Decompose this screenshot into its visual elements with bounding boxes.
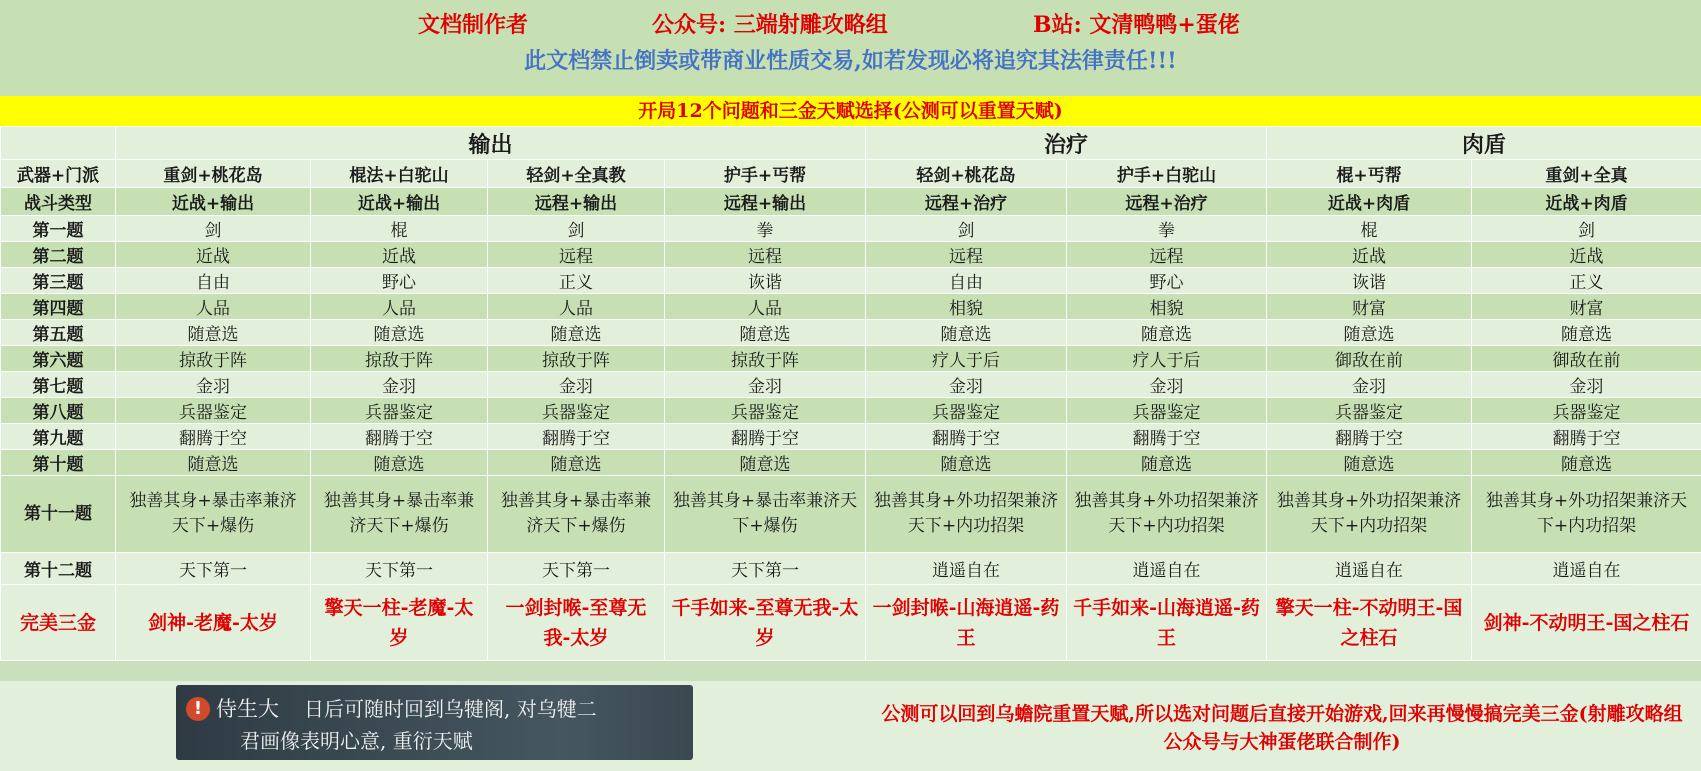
answer-text: 独善其身+暴击率兼济天下+爆伤: [500, 491, 652, 536]
gold-text: 千手如来-山海逍遥-药王: [1073, 596, 1260, 649]
answer-text: 独善其身+外功招架兼济天下+内功招架: [1276, 491, 1462, 536]
row-label: 第一题: [1, 216, 116, 242]
answer-cell: 剑: [116, 216, 311, 242]
question-row: [1, 242, 1701, 268]
answer-text: 独善其身+暴击率兼济天下+爆伤: [323, 491, 475, 536]
answer-cell: 随意选: [311, 450, 488, 476]
wechat-label: 公众号: 三端射雕攻略组: [652, 12, 888, 38]
answer-text: 独善其身+外功招架兼济天下+内功招架: [873, 491, 1059, 536]
answer-cell: 棍: [311, 216, 488, 242]
answer-cell: 随意选: [1472, 450, 1701, 476]
gold-cell: [488, 585, 665, 661]
weapon-row: [1, 160, 1701, 188]
answer-cell: 拳: [665, 216, 866, 242]
type-cell: 远程+治疗: [866, 188, 1067, 216]
row-label: 第七题: [1, 372, 116, 398]
type-cell: 远程+输出: [665, 188, 866, 216]
category-row: [1, 127, 1701, 160]
answer-cell: 随意选: [311, 320, 488, 346]
answer-cell: [1067, 476, 1267, 553]
answer-cell: 天下第一: [665, 553, 866, 585]
answer-cell: 兵器鉴定: [1472, 398, 1701, 424]
answer-text: 独善其身+暴击率兼济天下+爆伤: [129, 491, 297, 536]
gold-cell: [1267, 585, 1472, 661]
answer-cell: 翻腾于空: [1267, 424, 1472, 450]
row-label: 第四题: [1, 294, 116, 320]
gold-text: 一剑封喉-山海逍遥-药王: [872, 596, 1060, 649]
question-rows: [1, 216, 1701, 476]
answer-cell: 兵器鉴定: [1267, 398, 1472, 424]
answer-cell: 掠敌于阵: [116, 346, 311, 372]
answer-cell: 疗人于后: [1067, 346, 1267, 372]
answer-cell: 天下第一: [488, 553, 665, 585]
answer-cell: 兵器鉴定: [488, 398, 665, 424]
row-label: 武器+门派: [1, 160, 116, 188]
weapon-cell: 棍法+白驼山: [311, 160, 488, 188]
answer-cell: 随意选: [665, 320, 866, 346]
perfect-gold-row: [1, 585, 1701, 661]
category-healer: 治疗: [866, 127, 1267, 160]
document-header: [0, 0, 1701, 97]
type-cell: 远程+治疗: [1067, 188, 1267, 216]
row-label: 战斗类型: [1, 188, 116, 216]
category-output: 输出: [116, 127, 866, 160]
gold-text: 剑神-不动明王-国之柱石: [1483, 611, 1690, 634]
category-tank: 肉盾: [1267, 127, 1701, 160]
answer-cell: [665, 476, 866, 553]
row-label: 第三题: [1, 268, 116, 294]
answer-cell: 随意选: [1267, 320, 1472, 346]
answer-cell: 随意选: [116, 320, 311, 346]
author-label: 文档制作者: [418, 12, 529, 38]
answer-cell: 随意选: [1067, 450, 1267, 476]
answer-cell: 近战: [311, 242, 488, 268]
answer-cell: 相貌: [866, 294, 1067, 320]
answer-cell: 金羽: [1267, 372, 1472, 398]
row-label: 第十题: [1, 450, 116, 476]
answer-cell: [311, 476, 488, 553]
question-row-11: [1, 476, 1701, 553]
answer-cell: 野心: [311, 268, 488, 294]
answer-cell: 御敌在前: [1472, 346, 1701, 372]
answer-cell: 随意选: [866, 320, 1067, 346]
answer-cell: 逍遥自在: [1267, 553, 1472, 585]
answer-cell: 财富: [1472, 294, 1701, 320]
alert-icon: !: [186, 697, 210, 721]
answer-cell: 翻腾于空: [311, 424, 488, 450]
row-label: 完美三金: [1, 585, 116, 661]
answer-cell: 远程: [665, 242, 866, 268]
row-label: 第五题: [1, 320, 116, 346]
dialog-line-2: 君画像表明心意, 重衍天赋: [240, 729, 473, 753]
question-row: [1, 450, 1701, 476]
weapon-cell: 护手+白驼山: [1067, 160, 1267, 188]
question-row: [1, 346, 1701, 372]
weapon-cell: 棍+丐帮: [1267, 160, 1472, 188]
row-label: 第八题: [1, 398, 116, 424]
weapon-cell: 重剑+全真: [1472, 160, 1701, 188]
answer-cell: 金羽: [311, 372, 488, 398]
answer-cell: 翻腾于空: [116, 424, 311, 450]
row-label: 第二题: [1, 242, 116, 268]
answer-cell: 人品: [665, 294, 866, 320]
answer-cell: 正义: [1472, 268, 1701, 294]
answer-cell: 随意选: [488, 450, 665, 476]
answer-cell: 正义: [488, 268, 665, 294]
answer-cell: 远程: [488, 242, 665, 268]
type-cell: 近战+肉盾: [1267, 188, 1472, 216]
answer-cell: 金羽: [116, 372, 311, 398]
answer-text: 独善其身+外功招架兼济天下+内功招架: [1074, 491, 1259, 536]
answer-cell: 兵器鉴定: [116, 398, 311, 424]
weapon-cell: 护手+丐帮: [665, 160, 866, 188]
answer-cell: 财富: [1267, 294, 1472, 320]
credits-row: [0, 8, 1701, 44]
footer-note: 公测可以回到乌蟾院重置天赋,所以选对问题后直接开始游戏,回来再慢慢搞完美三金(射雕攻略组公众号与大神蛋佬联合制作): [881, 703, 1683, 753]
answer-cell: 金羽: [665, 372, 866, 398]
bilibili-label: B站: 文清鸭鸭+蛋佬: [1033, 12, 1240, 38]
answer-cell: 翻腾于空: [488, 424, 665, 450]
answer-cell: [116, 476, 311, 553]
answer-text: 独善其身+暴击率兼济天下+爆伤: [672, 491, 858, 536]
answer-cell: 天下第一: [116, 553, 311, 585]
row-label: 第九题: [1, 424, 116, 450]
answer-cell: 人品: [116, 294, 311, 320]
type-cell: 近战+输出: [116, 188, 311, 216]
answer-cell: 剑: [866, 216, 1067, 242]
combat-type-row: [1, 188, 1701, 216]
answer-cell: 御敌在前: [1267, 346, 1472, 372]
gold-cell: [866, 585, 1067, 661]
copyright-notice: 此文档禁止倒卖或带商业性质交易,如若发现必将追究其法律责任!!!: [524, 48, 1177, 74]
answer-cell: 兵器鉴定: [311, 398, 488, 424]
answer-cell: [1472, 476, 1701, 553]
answer-cell: 逍遥自在: [866, 553, 1067, 585]
weapon-cell: 重剑+桃花岛: [116, 160, 311, 188]
answer-cell: 掠敌于阵: [665, 346, 866, 372]
type-cell: 远程+输出: [488, 188, 665, 216]
gold-cell: [665, 585, 866, 661]
game-dialog-screenshot: [176, 685, 693, 760]
answer-cell: 野心: [1067, 268, 1267, 294]
row-label: 第六题: [1, 346, 116, 372]
answer-cell: 远程: [866, 242, 1067, 268]
weapon-cell: 轻剑+全真教: [488, 160, 665, 188]
gold-text: 一剑封喉-至尊无我-太岁: [505, 596, 647, 649]
answer-cell: 近战: [1472, 242, 1701, 268]
answer-cell: 随意选: [1472, 320, 1701, 346]
answer-cell: 诙谐: [665, 268, 866, 294]
weapon-cell: 轻剑+桃花岛: [866, 160, 1067, 188]
question-row: [1, 268, 1701, 294]
answer-cell: 随意选: [866, 450, 1067, 476]
corner-cell: [1, 127, 116, 160]
gold-text: 擎天一柱-老魔-太岁: [324, 596, 474, 649]
question-row: [1, 320, 1701, 346]
answer-cell: 金羽: [1472, 372, 1701, 398]
question-row: [1, 372, 1701, 398]
gold-cell: [1067, 585, 1267, 661]
gold-cell: [311, 585, 488, 661]
dialog-speaker: 侍生大: [216, 697, 279, 721]
answer-cell: 剑: [488, 216, 665, 242]
answer-cell: 随意选: [116, 450, 311, 476]
answer-cell: 逍遥自在: [1472, 553, 1701, 585]
question-row: [1, 216, 1701, 242]
gold-cell: [116, 585, 311, 661]
answer-cell: 天下第一: [311, 553, 488, 585]
answer-cell: 自由: [116, 268, 311, 294]
answer-text: 独善其身+外功招架兼济天下+内功招架: [1485, 491, 1688, 536]
answer-cell: 翻腾于空: [1472, 424, 1701, 450]
answer-cell: 兵器鉴定: [866, 398, 1067, 424]
answer-cell: 相貌: [1067, 294, 1267, 320]
gold-cell: [1472, 585, 1701, 661]
answer-table: [0, 126, 1701, 661]
answer-cell: 逍遥自在: [1067, 553, 1267, 585]
answer-cell: 金羽: [866, 372, 1067, 398]
row-label: 第十二题: [1, 553, 116, 585]
answer-cell: 自由: [866, 268, 1067, 294]
answer-cell: [488, 476, 665, 553]
section-banner: 开局12个问题和三金天赋选择(公测可以重置天赋): [0, 96, 1701, 127]
answer-cell: 掠敌于阵: [311, 346, 488, 372]
answer-cell: 随意选: [1267, 450, 1472, 476]
type-cell: 近战+肉盾: [1472, 188, 1701, 216]
question-row: [1, 424, 1701, 450]
answer-cell: 金羽: [488, 372, 665, 398]
answer-cell: [866, 476, 1067, 553]
answer-cell: 随意选: [488, 320, 665, 346]
answer-cell: 人品: [311, 294, 488, 320]
row-label: 第十一题: [1, 476, 116, 553]
answer-cell: 剑: [1472, 216, 1701, 242]
answer-cell: 翻腾于空: [665, 424, 866, 450]
answer-cell: 随意选: [1067, 320, 1267, 346]
answer-cell: 拳: [1067, 216, 1267, 242]
answer-cell: 翻腾于空: [866, 424, 1067, 450]
answer-cell: 翻腾于空: [1067, 424, 1267, 450]
answer-cell: [1267, 476, 1472, 553]
question-row-12: [1, 553, 1701, 585]
answer-cell: 兵器鉴定: [665, 398, 866, 424]
answer-cell: 金羽: [1067, 372, 1267, 398]
answer-cell: 掠敌于阵: [488, 346, 665, 372]
answer-cell: 兵器鉴定: [1067, 398, 1267, 424]
dialog-line-1: 日后可随时回到乌犍阁, 对乌犍二: [304, 697, 597, 721]
answer-cell: 人品: [488, 294, 665, 320]
question-row: [1, 294, 1701, 320]
gold-text: 擎天一柱-不动明王-国之柱石: [1275, 596, 1463, 649]
gold-text: 千手如来-至尊无我-太岁: [671, 596, 859, 649]
type-cell: 近战+输出: [311, 188, 488, 216]
gold-text: 剑神-老魔-太岁: [148, 611, 278, 634]
answer-cell: 诙谐: [1267, 268, 1472, 294]
answer-cell: 棍: [1267, 216, 1472, 242]
answer-cell: 远程: [1067, 242, 1267, 268]
question-row: [1, 398, 1701, 424]
answer-cell: 近战: [1267, 242, 1472, 268]
answer-cell: 随意选: [665, 450, 866, 476]
answer-cell: 疗人于后: [866, 346, 1067, 372]
answer-cell: 近战: [116, 242, 311, 268]
